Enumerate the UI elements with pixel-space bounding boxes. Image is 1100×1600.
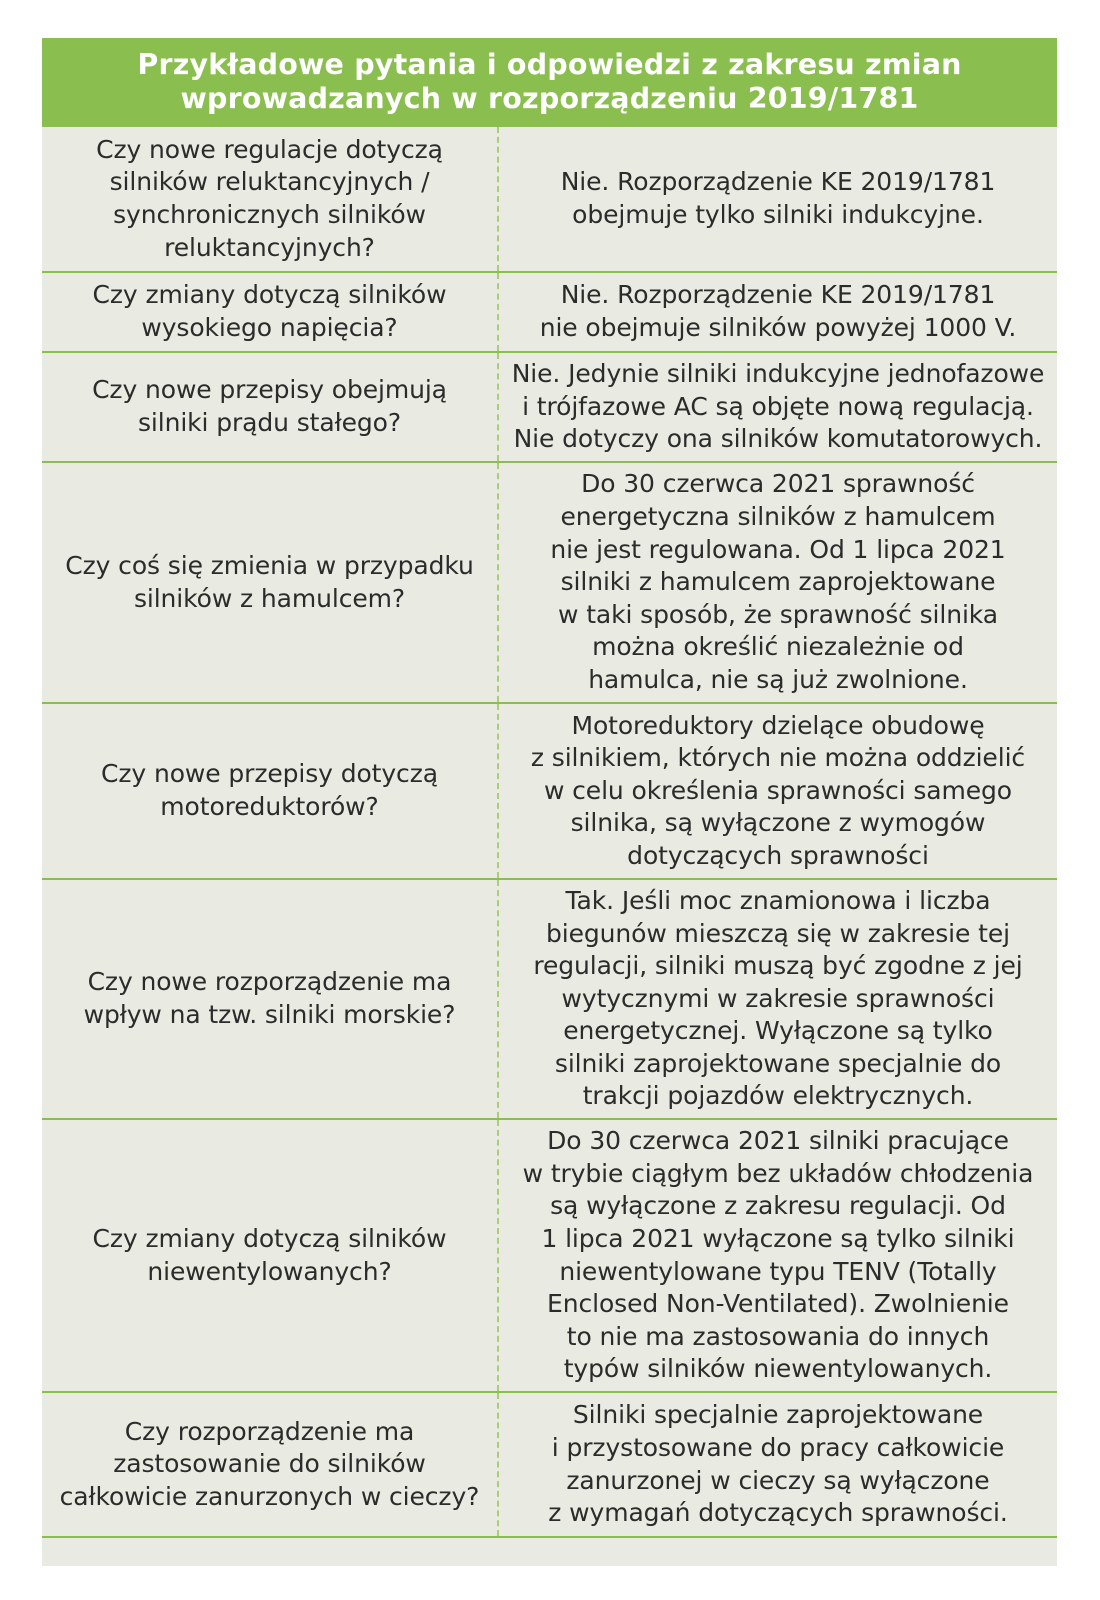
table-bottom-rule [42, 1536, 1057, 1538]
question-cell: Czy coś się zmienia w przypadku silników z hamulcem? [42, 463, 499, 702]
table-row [42, 1118, 1057, 1391]
answer-cell: Do 30 czerwca 2021 sprawność energetyczna silników z hamulcem nie jest regulowana. Od 1 lipca 2021 silniki z hamulcem zaprojektowane w taki sposób, że sprawność silnika można określić niezależnie od hamulca, nie są już zwolnione. [550, 469, 1006, 694]
question-cell: Czy nowe rozporządzenie ma wpływ na tzw. silniki morskie? [42, 880, 499, 1118]
table-row [42, 351, 1057, 461]
answer-cell: Silniki specjalnie zaprojektowane i przystosowane do pracy całkowicie zanurzonej w cieczy są wyłączone z wymagań dotyczących sprawności. [548, 1400, 1008, 1528]
table-header [42, 38, 1057, 125]
answer-cell: Motoreduktory dzielące obudowę z silnikiem, których nie można oddzielić w celu określenia sprawności samego silnika, są wyłączone z wymogów dotyczących sprawności [530, 710, 1026, 870]
table-row [42, 125, 1057, 271]
table-row [42, 702, 1057, 878]
table-row [42, 271, 1057, 351]
answer-cell: Nie. Rozporządzenie KE 2019/1781 nie obejmuje silników powyżej 1000 V. [539, 280, 1017, 342]
question-cell: Czy nowe przepisy obejmują silniki prądu stałego? [42, 353, 499, 461]
answer-cell: Do 30 czerwca 2021 silniki pracujące w trybie ciągłym bez układów chłodzenia są wyłączone z zakresu regulacji. Od 1 lipca 2021 wyłączone są tylko silniki niewentylowane typu TENV (Totally Enclosed Non-Ventilated). Zwolnienie to nie ma zastosowania do innych typów silników niewentylowanych. [522, 1126, 1034, 1384]
answer-cell: Tak. Jeśli moc znamionowa i liczba biegunów mieszczą się w zakresie tej regulacji, silniki muszą być zgodne z jej wytycznymi w zakresie sprawności energetycznej. Wyłączone są tylko silniki zaprojektowane specjalnie do trakcji pojazdów elektrycznych. [533, 885, 1023, 1111]
question-cell: Czy zmiany dotyczą silników wysokiego napięcia? [42, 273, 499, 351]
question-cell: Czy rozporządzenie ma zastosowanie do silników całkowicie zanurzonych w cieczy? [42, 1393, 499, 1536]
answer-cell: Nie. Rozporządzenie KE 2019/1781 obejmuje tylko silniki indukcyjne. [560, 167, 996, 229]
header-title-line-1: Przykładowe pytania i odpowiedzi z zakresu zmian [137, 47, 962, 81]
header-title-line-2: wprowadzanych w rozporządzeniu 2019/1781 [180, 81, 919, 115]
question-cell: Czy zmiany dotyczą silników niewentylowanych? [42, 1120, 499, 1391]
question-cell: Czy nowe przepisy dotyczą motoreduktorów? [42, 704, 499, 878]
table-row [42, 1391, 1057, 1536]
table-row [42, 461, 1057, 702]
question-cell: Czy nowe regulacje dotyczą silników reluktancyjnych / synchronicznych silników reluktancyjnych? [42, 127, 499, 271]
faq-table [42, 38, 1057, 1566]
table-row [42, 878, 1057, 1118]
answer-cell: Nie. Jedynie silniki indukcyjne jednofazowe i trójfazowe AC są objęte nową regulacją. Nie dotyczy ona silników komutatorowych. [511, 359, 1045, 454]
